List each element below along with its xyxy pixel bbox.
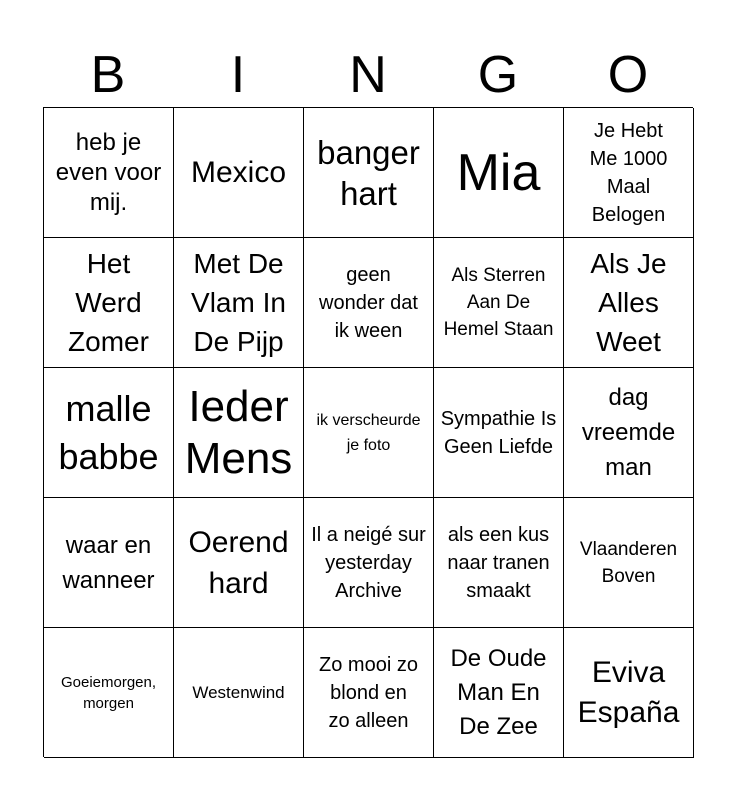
bingo-cell[interactable] xyxy=(564,368,694,498)
cell-label: Goeiemorgen, morgen xyxy=(60,673,157,712)
header-letter-i: I xyxy=(230,46,246,104)
bingo-cell[interactable] xyxy=(564,498,694,628)
cell-label: Het Werd Zomer xyxy=(68,248,149,357)
cell-label: Sympathie Is Geen Liefde xyxy=(440,407,557,458)
bingo-cell[interactable] xyxy=(434,238,564,368)
cell-label: Met De Vlam In De Pijp xyxy=(191,248,286,357)
cell-label: Mia xyxy=(456,143,541,202)
cell-label: Mexico xyxy=(190,155,287,189)
cell-label: Zo mooi zo blond en zo alleen xyxy=(319,653,418,732)
bingo-cell[interactable] xyxy=(434,368,564,498)
cell-label: dag vreemde man xyxy=(581,384,676,481)
bingo-cell[interactable] xyxy=(564,108,694,238)
bingo-cell[interactable] xyxy=(434,628,564,758)
header-letter-g: G xyxy=(477,46,519,104)
header-letter-n: N xyxy=(349,46,387,104)
cell-label: waar en wanneer xyxy=(62,531,155,594)
bingo-cell[interactable] xyxy=(174,498,304,628)
bingo-cell[interactable] xyxy=(304,498,434,628)
cell-label: Vlaanderen Boven xyxy=(579,538,678,587)
bingo-cell[interactable] xyxy=(564,628,694,758)
bingo-cell[interactable] xyxy=(434,108,564,238)
cell-label: banger hart xyxy=(317,133,420,212)
bingo-cell[interactable] xyxy=(44,108,174,238)
bingo-cell[interactable] xyxy=(304,628,434,758)
cell-label: Als Je Alles Weet xyxy=(590,248,667,357)
bingo-cell[interactable] xyxy=(304,368,434,498)
cell-label: Je Hebt Me 1000 Maal Belogen xyxy=(589,119,668,226)
bingo-cell[interactable] xyxy=(174,238,304,368)
cell-label: Il a neigé sur yesterday Archive xyxy=(311,523,426,602)
cell-label: Westenwind xyxy=(192,683,285,702)
cell-label: Als Sterren Aan De Hemel Staan xyxy=(443,265,554,340)
bingo-cell[interactable] xyxy=(44,238,174,368)
bingo-header xyxy=(43,44,693,106)
cell-label: geen wonder dat ik ween xyxy=(319,263,418,342)
cell-label: De Oude Man En De Zee xyxy=(450,644,547,740)
bingo-cell[interactable] xyxy=(434,498,564,628)
cell-label: heb je even voor mij. xyxy=(55,128,162,216)
bingo-cell[interactable] xyxy=(564,238,694,368)
cell-label: Oerend hard xyxy=(188,525,289,600)
bingo-cell[interactable] xyxy=(174,368,304,498)
cell-label: Ieder Mens xyxy=(184,381,293,483)
bingo-cell[interactable] xyxy=(44,368,174,498)
bingo-cell[interactable] xyxy=(174,108,304,238)
bingo-cell[interactable] xyxy=(44,628,174,758)
cell-label: als een kus naar tranen smaakt xyxy=(447,523,550,602)
bingo-cell[interactable] xyxy=(304,108,434,238)
cell-label: Eviva España xyxy=(577,655,680,729)
header-letter-o: O xyxy=(607,46,649,104)
bingo-card-grid xyxy=(43,107,693,757)
header-letter-b: B xyxy=(90,46,126,104)
cell-label: ik verscheurde je foto xyxy=(316,411,421,454)
bingo-cell[interactable] xyxy=(174,628,304,758)
bingo-cell[interactable] xyxy=(44,498,174,628)
cell-label: malle babbe xyxy=(58,387,159,477)
bingo-cell[interactable] xyxy=(304,238,434,368)
